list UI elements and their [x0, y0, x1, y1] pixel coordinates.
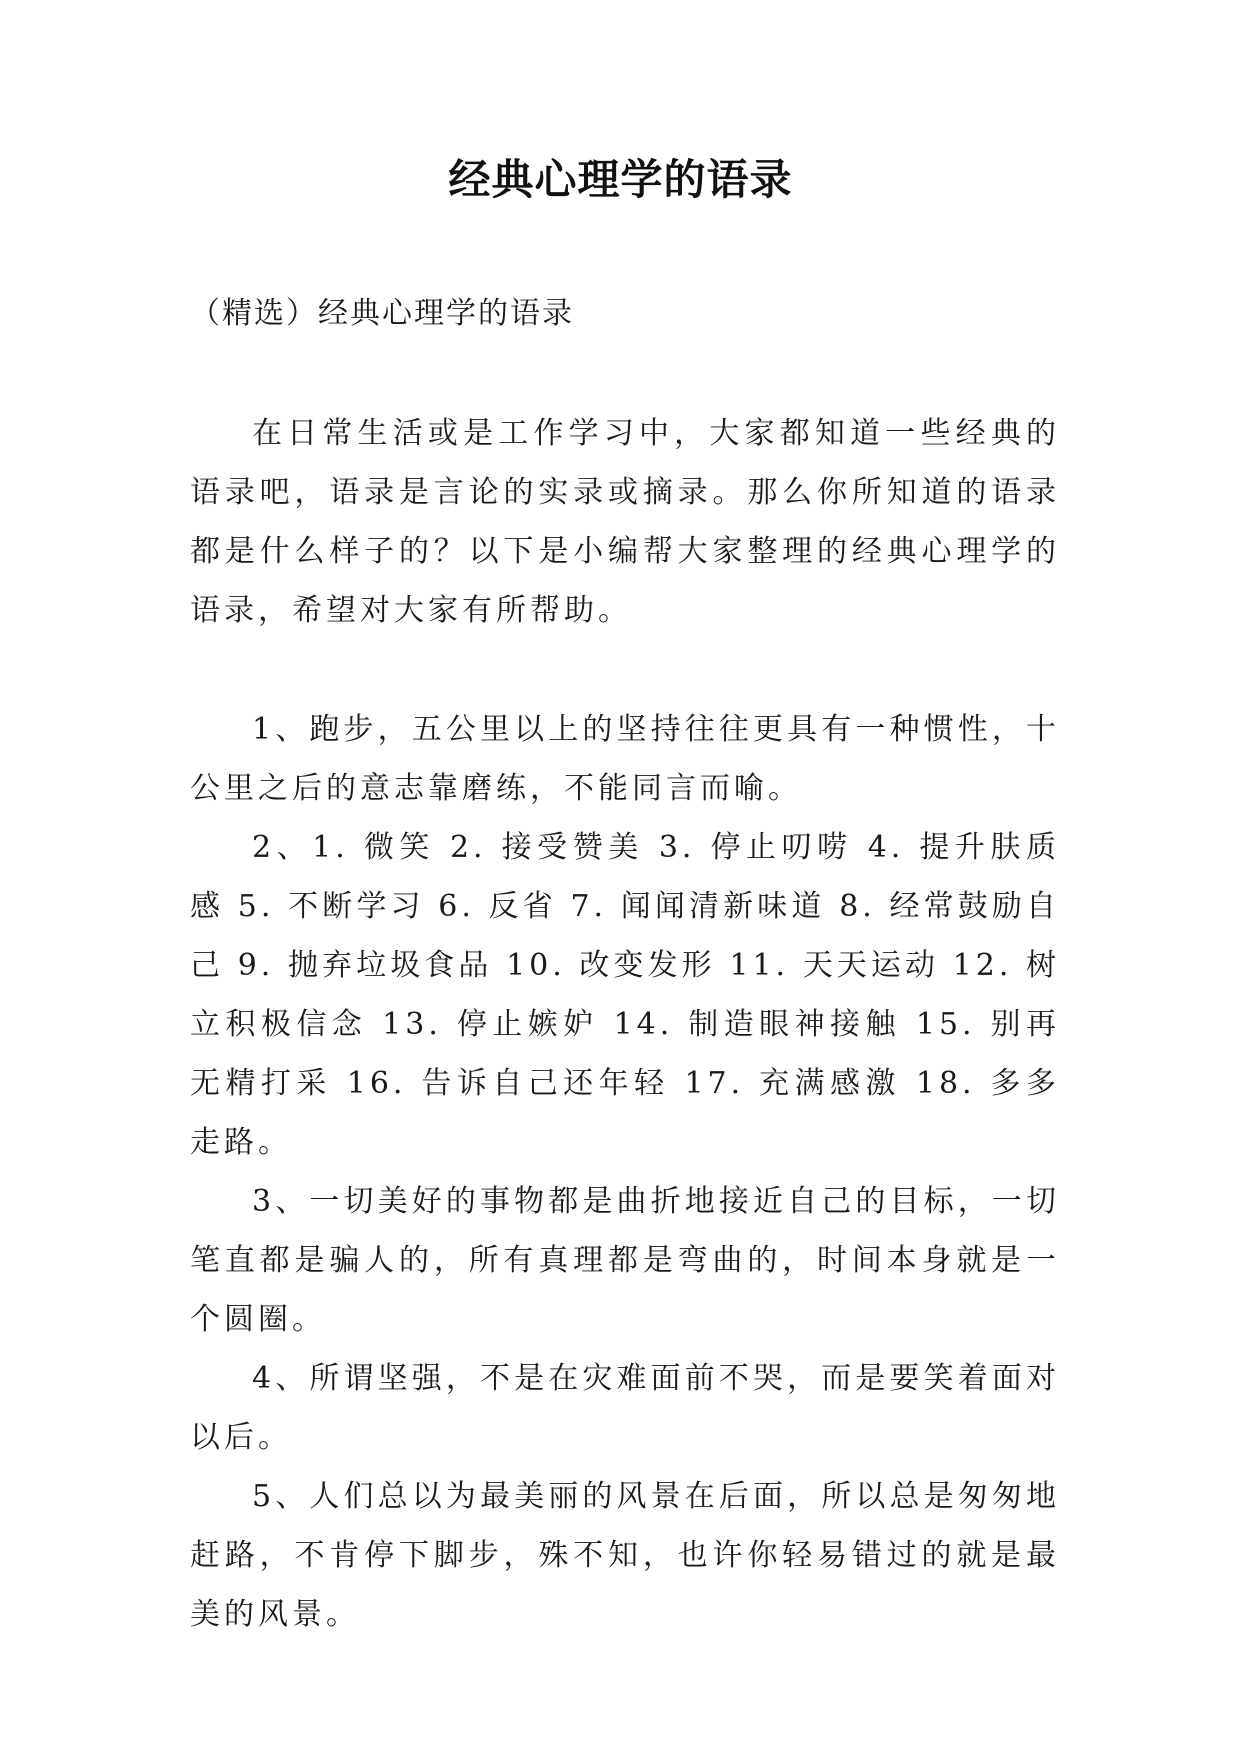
- intro-paragraph: 在日常生活或是工作学习中，大家都知道一些经典的语录吧，语录是言论的实录或摘录。那么你所知道的语录都是什么样子的？以下是小编帮大家整理的经典心理学的语录，希望对大家有所帮助。: [190, 416, 1060, 628]
- quote-item-4: 4、所谓坚强，不是在灾难面前不哭，而是要笑着面对以后。: [190, 1361, 1060, 1455]
- quote-item-5: 5、人们总以为最美丽的风景在后面，所以总是匆匆地赶路，不肯停下脚步，殊不知，也许你轻易错过的就是最美的风景。: [190, 1479, 1060, 1632]
- quote-list: [190, 700, 1060, 1644]
- document-subtitle: （精选）经典心理学的语录: [190, 296, 574, 331]
- quote-item-2: 2、1. 微笑 2. 接受赞美 3. 停止叨唠 4. 提升肤质感 5. 不断学习 6. 反省 7. 闻闻清新味道 8. 经常鼓励自己 9. 抛弃垃圾食品 10. 改变发形 11. 天天运动 12. 树立积极信念 13. 停止嫉妒 14. 制造眼神接触 15. 别再无精打采 16. 告诉自己还年轻 17. 充满感激 18. 多多走路。: [190, 830, 1060, 1160]
- quote-item-3: 3、一切美好的事物都是曲折地接近自己的目标，一切笔直都是骗人的，所有真理都是弯曲的，时间本身就是一个圆圈。: [190, 1184, 1060, 1337]
- quote-item-1: 1、跑步，五公里以上的坚持往往更具有一种惯性，十公里之后的意志靠磨练，不能同言而喻。: [190, 712, 1060, 806]
- document-title: 经典心理学的语录: [448, 155, 793, 204]
- intro-section: [190, 404, 1060, 640]
